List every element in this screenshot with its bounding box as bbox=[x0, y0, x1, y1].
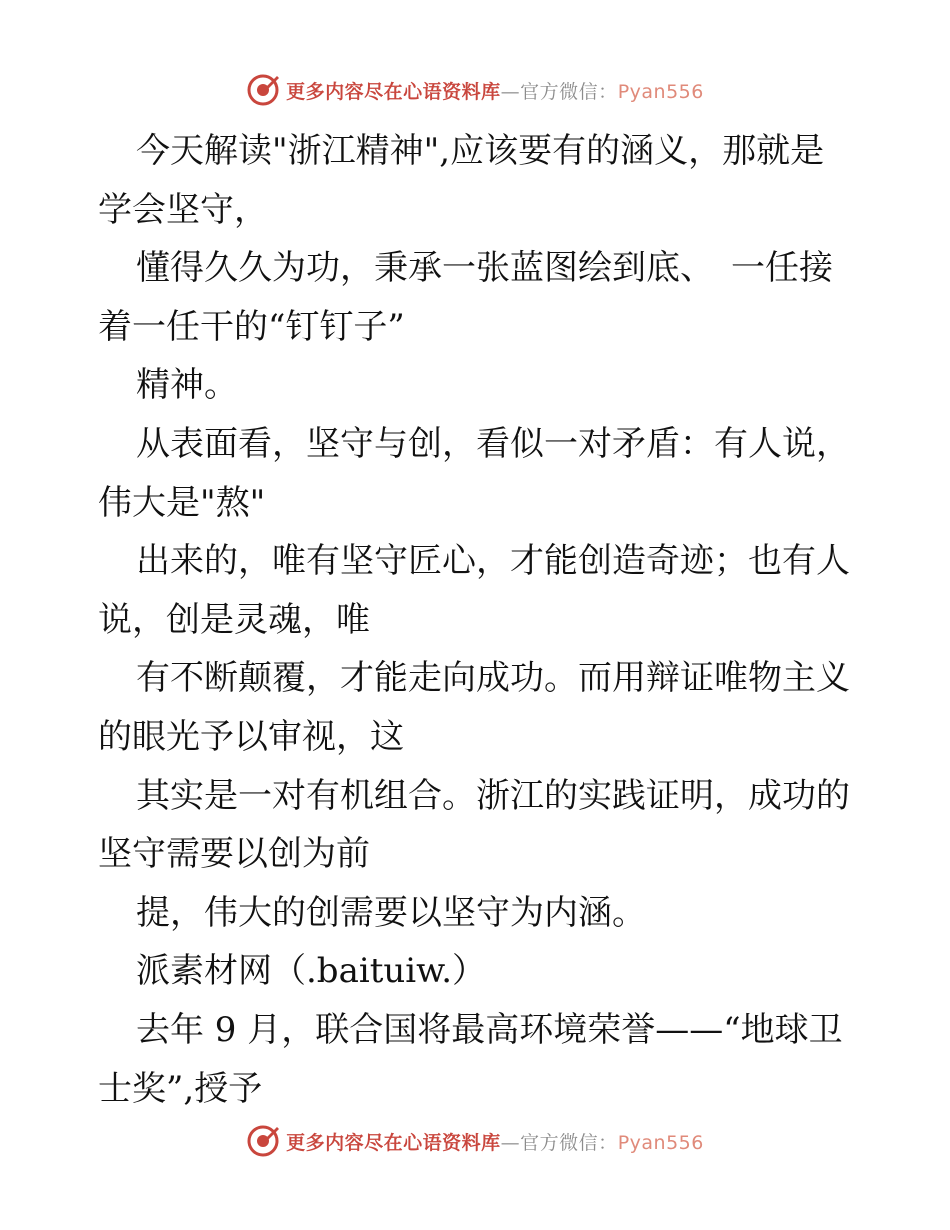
watermark-official-label: 官方微信： bbox=[520, 80, 618, 103]
watermark-official-label: 官方微信： bbox=[520, 1131, 618, 1154]
watermark-separator: — bbox=[500, 1131, 521, 1154]
header-watermark bbox=[0, 70, 950, 110]
quill-circle-logo-icon bbox=[246, 1124, 280, 1158]
paragraph: 懂得久久为功，秉承一张蓝图绘到底、 一任接着一任干的“钉钉子” bbox=[98, 248, 833, 347]
paragraph: 派素材网（.baituiw.） bbox=[136, 951, 487, 992]
watermark-brand: 更多内容尽在心语资料库 bbox=[286, 80, 501, 103]
document-body bbox=[98, 122, 858, 1118]
paragraph: 今天解读"浙江精神",应该要有的涵义，那就是学会坚守， bbox=[98, 131, 825, 230]
quill-circle-logo-icon bbox=[246, 73, 280, 107]
watermark-wechat-id: Pyan556 bbox=[617, 80, 704, 103]
paragraph: 精神。 bbox=[136, 365, 238, 406]
paragraph: 其实是一对有机组合。浙江的实践证明，成功的坚守需要以创为前 bbox=[98, 775, 850, 875]
paragraph: 提，伟大的创需要以坚守为内涵。 bbox=[136, 892, 646, 933]
paragraph: 从表面看，坚守与创，看似一对矛盾：有人说，伟大是"熬" bbox=[98, 423, 850, 523]
watermark-separator: — bbox=[500, 80, 521, 103]
watermark-text bbox=[286, 77, 704, 104]
watermark-wechat-id: Pyan556 bbox=[617, 1131, 704, 1154]
paragraph: 有不断颠覆，才能走向成功。而用辩证唯物主义的眼光予以审视，这 bbox=[98, 658, 850, 757]
paragraph: 出来的，唯有坚守匠心，才能创造奇迹；也有人说，创是灵魂，唯 bbox=[98, 541, 850, 640]
paragraph: 去年 9 月，联合国将最高环境荣誉——“地球卫士奖”,授予 bbox=[98, 1009, 843, 1109]
watermark-brand: 更多内容尽在心语资料库 bbox=[286, 1131, 501, 1154]
watermark-text bbox=[286, 1128, 704, 1155]
footer-watermark bbox=[0, 1121, 950, 1161]
